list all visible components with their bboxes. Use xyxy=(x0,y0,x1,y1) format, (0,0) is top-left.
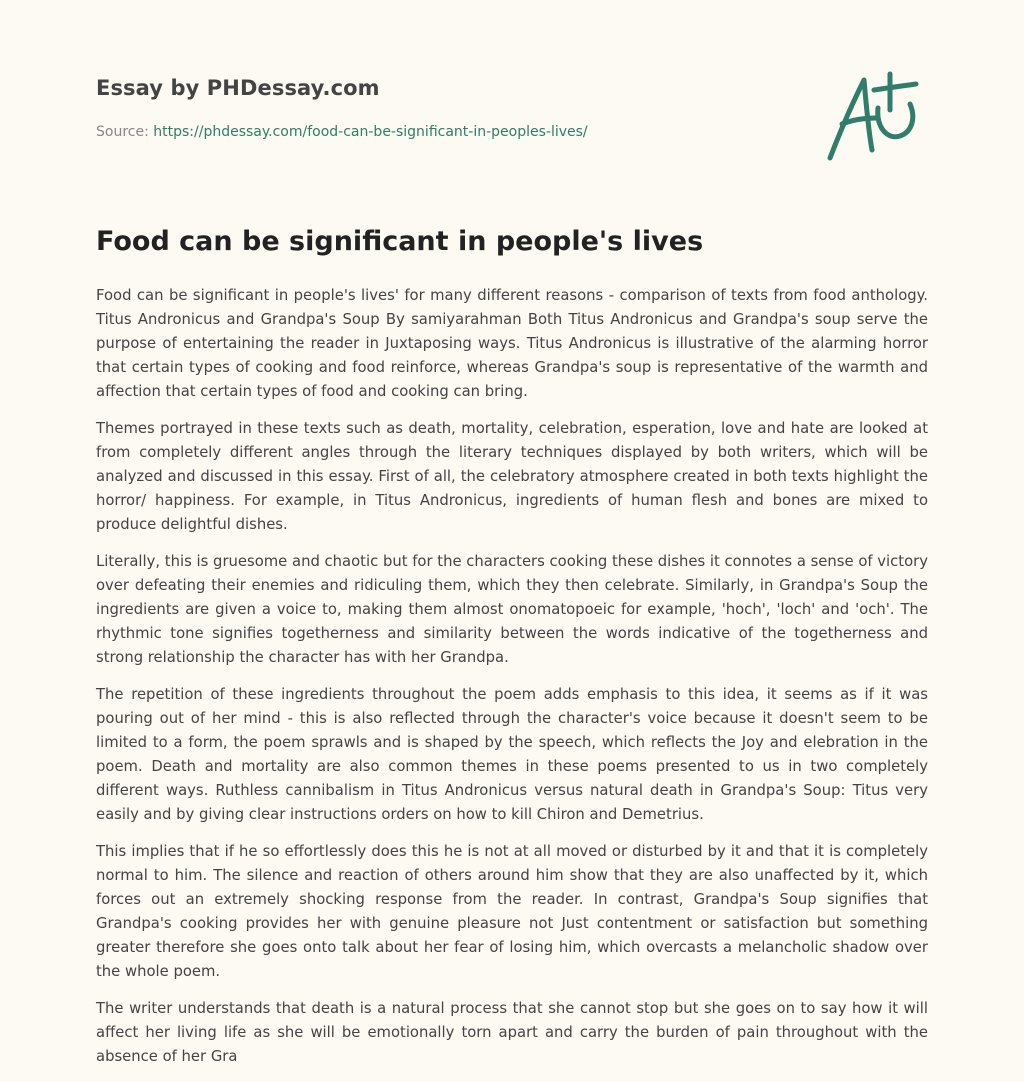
source-line xyxy=(96,124,588,140)
essay-paragraph: Food can be significant in people's lives' for many different reasons - comparison of texts from food anthology. Titus Andronicus and Grandpa's Soup By samiyarahman Both Titus Andronicus and Grandpa's soup serve the purpose of entertaining the reader in Juxtaposing ways. Titus Andronicus is illustrative of the alarming horror that certain types of cooking and food reinforce, whereas Grandpa's soup is representative of the warmth and affection that certain types of food and cooking can bring. xyxy=(96,287,928,400)
a-plus-logo xyxy=(818,66,930,166)
essay-body xyxy=(96,284,928,1082)
source-link[interactable]: https://phdessay.com/food-can-be-significant-in-peoples-lives/ xyxy=(153,124,588,140)
essay-paragraph: Literally, this is gruesome and chaotic but for the characters cooking these dishes it connotes a sense of victory over defeating their enemies and ridiculing them, which they then celebrate. Similarly, in Grandpa's Soup the ingredients are given a voice to, making them almost onomatopoeic for example, 'hoch', 'loch' and 'och'. The rhythmic tone signifies togetherness and similarity between the words indicative of the togetherness and strong relationship the character has with her Grandpa. xyxy=(96,553,928,666)
essay-paragraph: This implies that if he so effortlessly does this he is not at all moved or disturbed by it and that it is completely normal to him. The silence and reaction of others around him show that they are also unaffected by it, which forces out an extremely shocking response from the reader. In contrast, Grandpa's Soup signifies that Grandpa's cooking provides her with genuine pleasure not Just contentment or satisfaction but something greater therefore she goes onto talk about her fear of losing him, which overcasts a melancholic shadow over the whole poem. xyxy=(96,843,928,980)
site-brand: Essay by PHDessay.com xyxy=(96,76,380,100)
essay-paragraph: The writer understands that death is a natural process that she cannot stop but she goes on to say how it will affect her living life as she will be emotionally torn apart and carry the burden of pain throughout with the absence of her Gra xyxy=(96,1000,928,1065)
essay-paragraph: Themes portrayed in these texts such as death, mortality, celebration, esperation, love and hate are looked at from completely different angles through the literary techniques displayed by both writers, which will be analyzed and discussed in this essay. First of all, the celebratory atmosphere created in both texts highlight the horror/ happiness. For example, in Titus Andronicus, ingredients of human flesh and bones are mixed to produce delightful dishes. xyxy=(96,420,928,533)
essay-title: Food can be significant in people's lives xyxy=(96,226,704,257)
source-label: Source: xyxy=(96,124,154,140)
essay-paragraph: The repetition of these ingredients throughout the poem adds emphasis to this idea, it seems as if it was pouring out of her mind - this is also reflected through the character's voice because it doesn't seem to be limited to a form, the poem sprawls and is shaped by the speech, which reflects the Joy and elebration in the poem. Death and mortality are also common themes in these poems presented to us in two completely different ways. Ruthless cannibalism in Titus Andronicus versus natural death in Grandpa's Soup: Titus very easily and by giving clear instructions orders on how to kill Chiron and Demetrius. xyxy=(96,686,928,823)
